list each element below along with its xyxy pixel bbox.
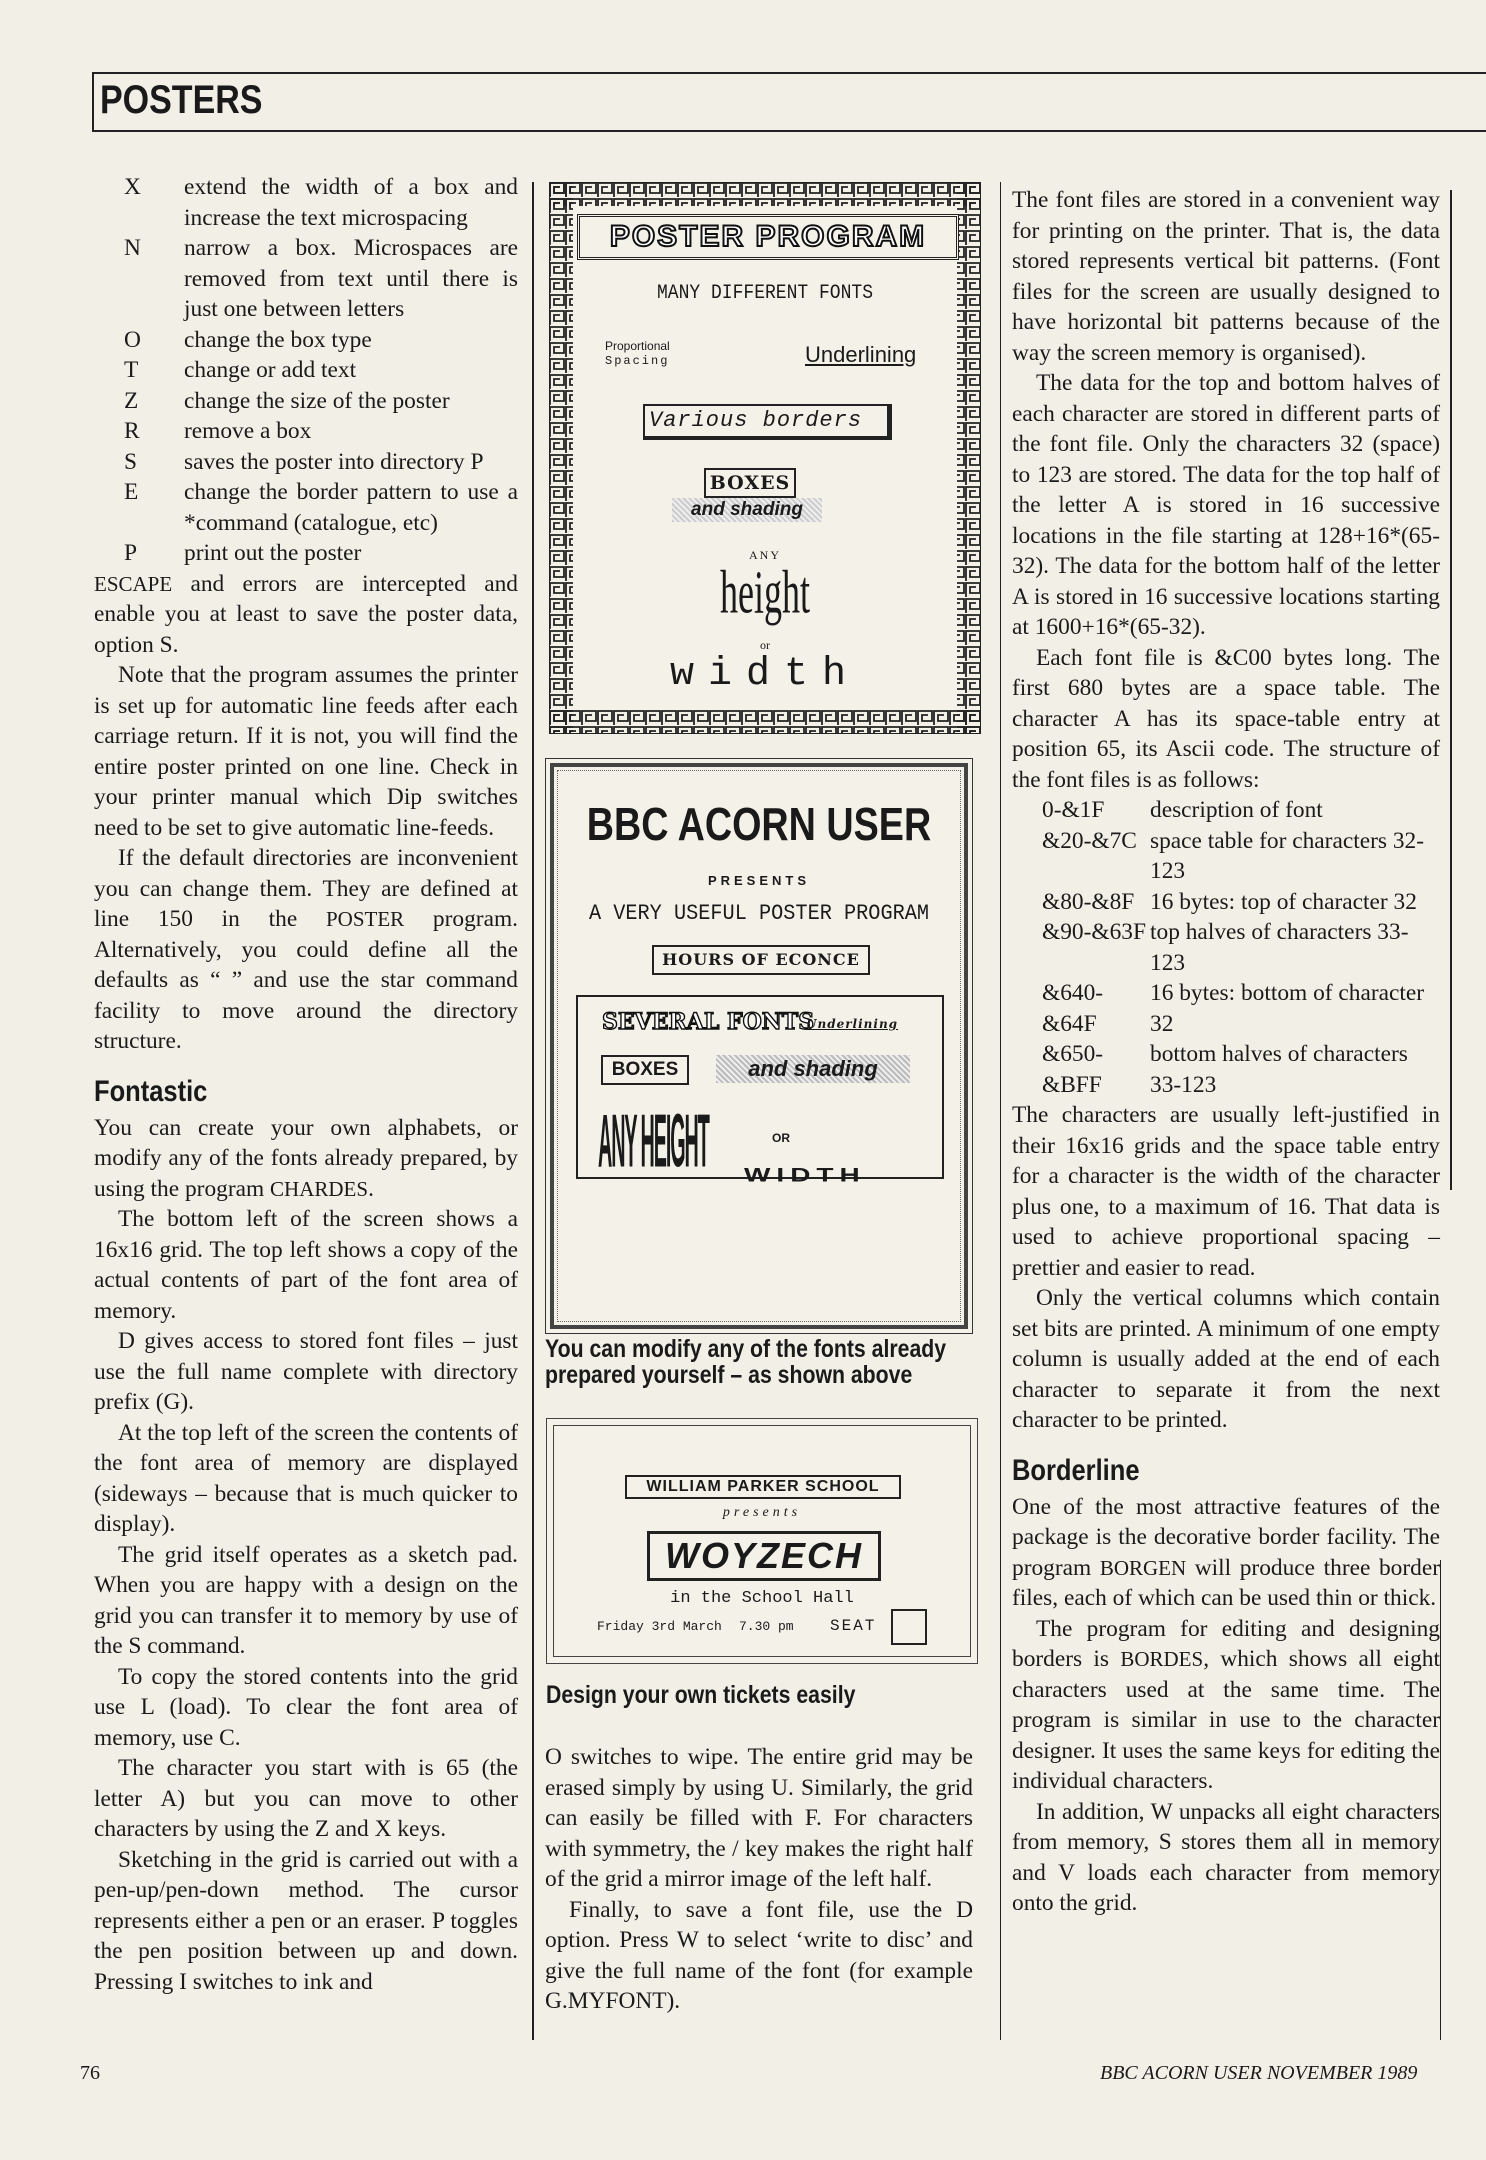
poster-sample-1	[549, 182, 981, 734]
ticket-time: 7.30 pm	[739, 1619, 794, 1634]
smallcaps-term: CHARDES	[270, 1176, 369, 1201]
smallcaps-term: ESCAPE	[94, 571, 173, 596]
poster-prop2: Spacing	[605, 354, 670, 368]
paragraph-bottom: The bottom left of the screen shows a 16x16 grid. The top left shows a copy of the actual contents of part of the font area of memory.	[94, 1206, 518, 1324]
magazine-footer: BBC ACORN USER NOVEMBER 1989	[1100, 2062, 1418, 2084]
poster2-boxes: BOXES	[601, 1055, 689, 1085]
text: You can create your own alphabets, or modify any of the fonts already prepared, by using the program	[94, 1114, 518, 1202]
poster2-or: OR	[772, 1131, 790, 1145]
poster2-shading: and shading	[716, 1055, 910, 1083]
smallcaps-term: BORGEN	[1099, 1555, 1187, 1580]
paragraph-left: The characters are usually left-justified in their 16x16 grids and the space table entry for a character is the width of the character plus one, to a maximum of 16. That data is used to achieve proportional spacing – prettier and easier to read.	[1012, 1102, 1440, 1281]
structure-range: &20-&7C	[1042, 827, 1137, 854]
key-list	[94, 172, 518, 569]
paragraph-add: In addition, W unpacks all eight characters from memory, S stores them all in memory and V loads each character from memory onto the grid.	[1012, 1798, 1440, 1916]
text: , which shows all eight characters used at the same time. The program is similar in use to the character designer. It uses the same keys for editing the individual characters.	[1012, 1646, 1440, 1794]
key-desc: narrow a box. Microspaces are removed from text until there is just one between letters	[184, 235, 518, 322]
key-letter: T	[124, 357, 139, 383]
structure-desc: top halves of characters 33-123	[1150, 919, 1409, 976]
structure-range: &650-&BFF	[1042, 1041, 1104, 1098]
poster-various: Various borders	[649, 408, 863, 433]
poster-title-box	[577, 214, 959, 260]
ticket-seat-box	[891, 1609, 927, 1645]
poster-or: or	[760, 638, 770, 652]
key-letter: Z	[124, 387, 139, 414]
ticket-hall: in the School Hall	[670, 1589, 854, 1608]
heading-borderline: Borderline	[1012, 1453, 1140, 1487]
ticket-school: WILLIAM PARKER SCHOOL	[625, 1475, 901, 1499]
page-number: 76	[80, 2062, 100, 2084]
key-letter: X	[124, 174, 141, 200]
caption-tickets: Design your own tickets easily	[546, 1681, 856, 1709]
paragraph-note: Note that the program assumes the printer is set up for automatic line feeds after each carriage return. If it is not, you will find the entire poster printed on one line. Check in your printer manual which Dip switches need to be set to give automatic line-feeds.	[94, 662, 518, 841]
structure-desc: space table for characters 32-123	[1150, 827, 1425, 884]
poster2-width: WIDTH	[744, 1163, 866, 1186]
header-bar	[92, 72, 1486, 132]
key-desc: change or add text	[184, 357, 357, 383]
paragraph-d: D gives access to stored font files – just use the full name complete with directory prefix (G).	[94, 1328, 518, 1415]
text: and errors are intercepted and enable you at least to save the poster data, option S.	[94, 570, 518, 658]
paragraph-copy: To copy the stored contents into the grid use L (load). To clear the font area of memory, use C.	[94, 1663, 518, 1751]
structure-range: &640-&64F	[1042, 980, 1104, 1037]
paragraph-default	[94, 843, 518, 1057]
key-letter: O	[124, 326, 141, 353]
page-title: POSTERS	[100, 78, 263, 122]
paragraph-prog	[1012, 1614, 1440, 1797]
smallcaps-term: BORDES	[1120, 1647, 1204, 1671]
paragraph-wipe: O switches to wipe. The entire grid may be erased simply by using U. Similarly, the grid can easily be filled with F. For characters with symmetry, the / key makes the right half of the grid a mirror image of the left half.	[545, 1744, 973, 1892]
key-desc: saves the poster into directory P	[184, 448, 484, 475]
column-3	[1012, 185, 1440, 1919]
poster2-presents: PRESENTS	[707, 873, 811, 888]
paragraph-char: The character you start with is 65 (the letter A) but you can move to other characters by using the Z and X keys.	[94, 1755, 518, 1842]
paragraph-top: At the top left of the screen the contents of the font area of memory are displayed (sideways – because that is much quicker to display).	[94, 1419, 518, 1537]
text: The program for editing and designing borders is	[1012, 1615, 1440, 1672]
structure-range: 0-&1F	[1042, 797, 1105, 823]
poster-sample-2	[545, 758, 973, 1334]
key-desc: remove a box	[184, 418, 312, 444]
text: .	[368, 1175, 374, 1202]
poster2-useful: A VERY USEFUL POSTER PROGRAM	[588, 901, 930, 926]
paragraph-grid: The grid itself operates as a sketch pad. When you are happy with a design on the grid you can transfer it to memory by use of the S command.	[94, 1541, 518, 1659]
paragraph-escape	[94, 569, 518, 661]
structure-desc: bottom halves of characters 33-123	[1150, 1041, 1408, 1098]
column-1	[94, 172, 518, 1997]
paragraph-sketch: Sketching in the grid is carried out with a pen-up/pen-down method. The cursor represents either a pen or an eraser. P toggles the pen position between up and down. Pressing I switches to ink and	[94, 1846, 518, 1995]
poster-title: POSTER PROGRAM	[609, 220, 927, 253]
poster-various-box	[643, 404, 892, 440]
structure-desc: description of font	[1150, 797, 1323, 823]
key-letter: R	[124, 418, 140, 444]
poster-underlining: Underlining	[805, 342, 917, 367]
ticket-sample	[546, 1418, 978, 1664]
column-rule	[1440, 1560, 1441, 2040]
text: One of the most attractive features of the package is the decorative border facility. The program	[1012, 1493, 1440, 1581]
paragraph-data: The data for the top and bottom halves of each character are stored in different parts of the font file. Only the characters 32 (space) to 123 are stored. The data for the top half of the letter A is stored in 16 successive locations in the file starting at 128+16*(65-32). The data for the bottom half of the letter A is stored in 16 successive locations starting at 1600+16*(65-32).	[1012, 370, 1440, 640]
structure-desc: 16 bytes: top of character 32	[1150, 888, 1417, 915]
paragraph-finally: Finally, to save a font file, use the D option. Press W to select ‘write to disc’ and give the full name of the font (for example G.MYFONT).	[545, 1896, 973, 2014]
poster-width: width	[669, 652, 861, 697]
poster-boxes: BOXES	[704, 468, 796, 498]
poster-height: height	[720, 558, 810, 626]
poster2-bbc: BBC ACORN USER	[586, 798, 932, 850]
key-desc: change the border pattern to use a *command (catalogue, etc)	[184, 479, 518, 536]
paragraph-each: Each font file is &C00 bytes long. The first 680 bytes are a space table. The character A has its space-table entry at position 65, its Ascii code. The structure of the font files is as follows:	[1012, 644, 1440, 793]
paragraph-create	[94, 1113, 518, 1205]
heading-fontastic: Fontastic	[94, 1074, 208, 1108]
poster2-anyheight: ANY HEIGHT	[598, 1097, 709, 1184]
text: If the default directories are inconvenient you can change them. They are defined at line 150 in the	[94, 845, 518, 932]
poster2-hours: HOURS OF ECONCE	[652, 945, 870, 975]
ticket-play: WOYZECH	[647, 1531, 881, 1581]
key-desc: change the box type	[184, 326, 372, 353]
key-desc: change the size of the poster	[184, 387, 450, 414]
poster-many: MANY DIFFERENT FONTS	[656, 282, 874, 305]
poster-any: ANY	[749, 548, 781, 562]
key-desc: extend the width of a box and increase the text microspacing	[184, 174, 518, 231]
ticket-seat: SEAT	[830, 1617, 877, 1635]
paragraph-attr	[1012, 1492, 1440, 1614]
text: program. Alternatively, you could define all the defaults as “ ” and use the star command facility to move around the directory structure.	[94, 906, 519, 1054]
key-letter: P	[124, 540, 138, 566]
ticket-date: Friday 3rd March	[597, 1619, 722, 1634]
smallcaps-term: POSTER	[325, 907, 405, 931]
paragraph-only: Only the vertical columns which contain set bits are printed. A minimum of one empty column is usually added at the end of each character to separate it from the next character to be printed.	[1012, 1285, 1440, 1433]
key-desc: print out the poster	[184, 540, 362, 566]
column-rule	[1000, 182, 1001, 2040]
column-rule	[1450, 190, 1452, 1190]
key-letter: E	[124, 479, 139, 505]
structure-range: &90-&63F	[1042, 919, 1146, 945]
key-letter: N	[124, 235, 141, 261]
structure-desc: 16 bytes: bottom of character 32	[1150, 980, 1425, 1037]
poster2-several: SEVERAL FONTS	[602, 1009, 815, 1035]
structure-range: &80-&8F	[1042, 888, 1135, 915]
column-rule	[532, 182, 534, 2040]
caption-fonts: You can modify any of the fonts already prepared yourself – as shown above	[545, 1335, 947, 1389]
text: will produce three border files, each of which can be used thin or thick.	[1012, 1554, 1441, 1611]
font-structure-list	[1012, 795, 1440, 1100]
poster-prop1: Proportional	[605, 339, 670, 353]
paragraph-fonts: The font files are stored in a convenient way for printing on the printer. That is, the data stored represents vertical bit patterns. (Font files for the screen are usually designed to have horizontal bit patterns because of the way the screen memory is organised).	[1012, 187, 1440, 366]
poster2-underlining: Underlining	[806, 1017, 899, 1031]
key-letter: S	[124, 448, 138, 475]
ticket-presents: presents	[722, 1505, 802, 1520]
column-2	[545, 1742, 973, 2017]
poster-shading: and shading	[672, 498, 822, 522]
